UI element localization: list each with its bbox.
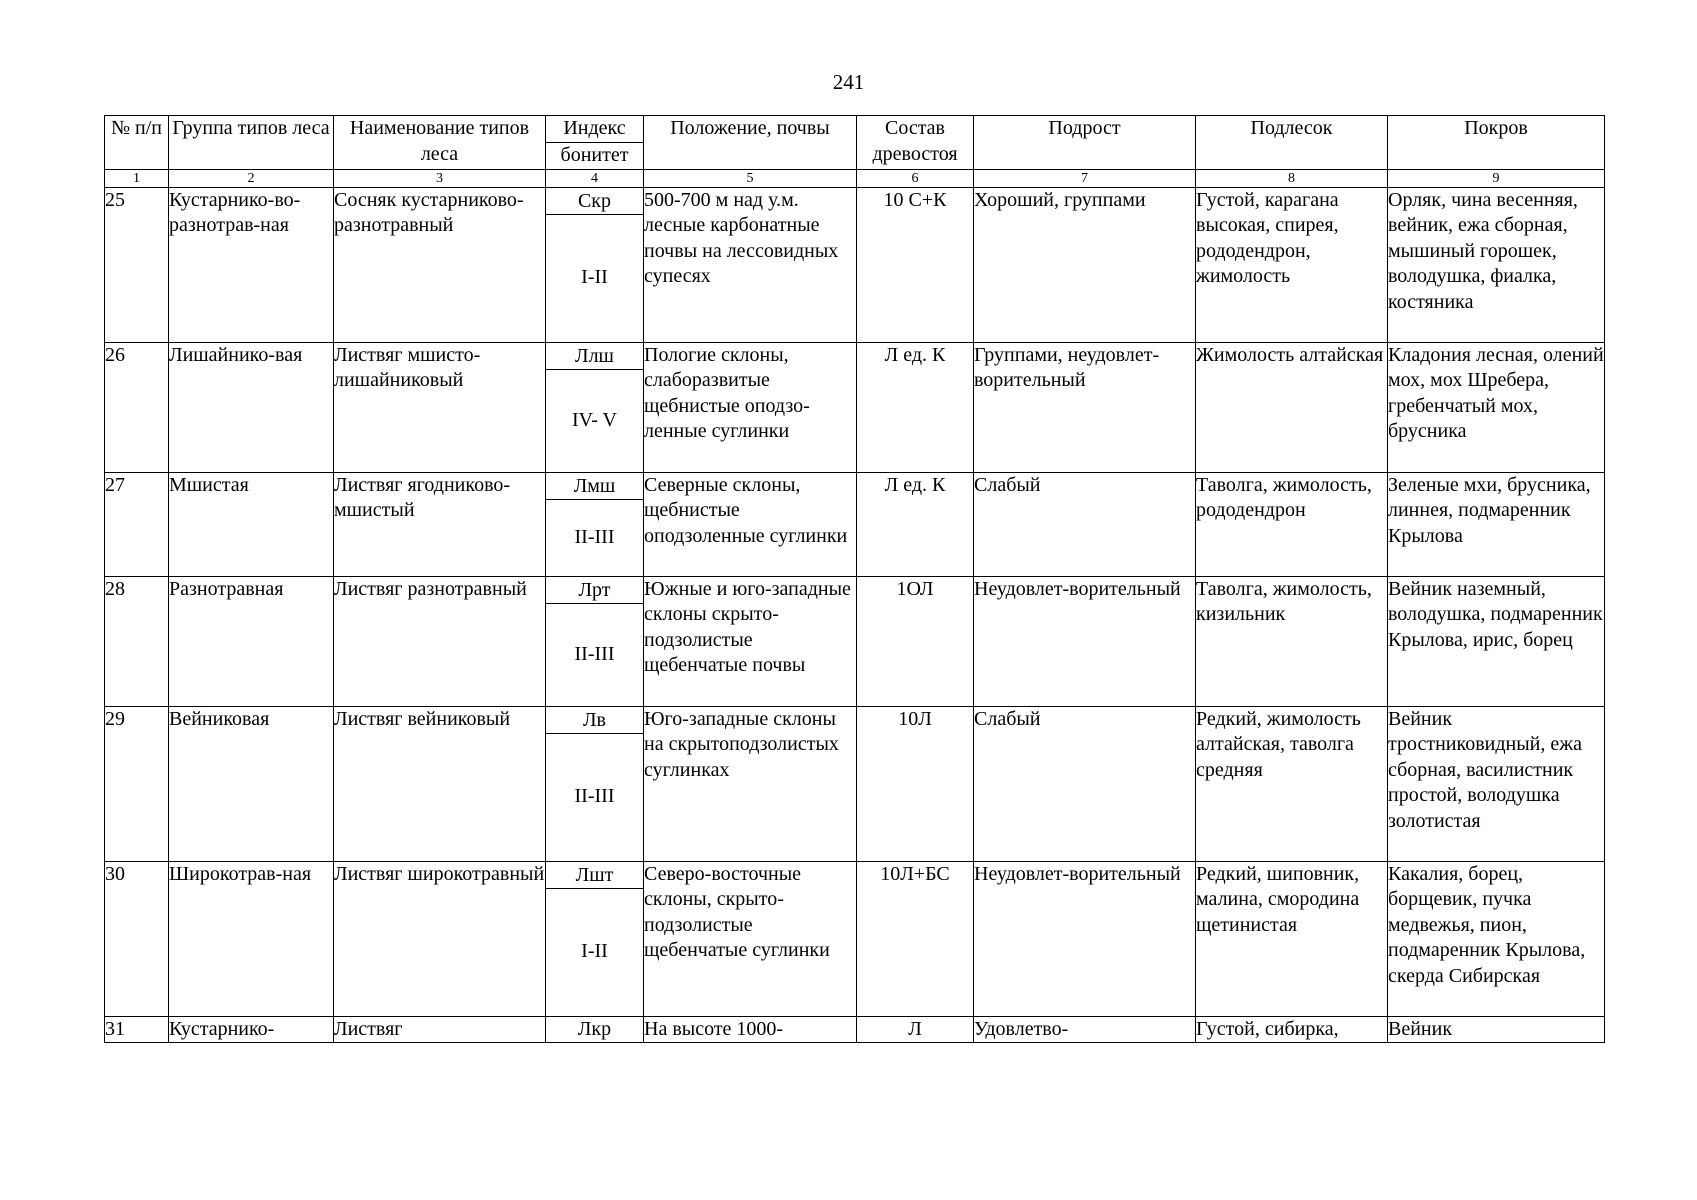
header-bonitet: бонитет xyxy=(546,143,644,170)
cell-underbrush: Таволга, жимолость, кизильник xyxy=(1196,576,1388,706)
column-number: 1 xyxy=(105,169,169,187)
cell-composition: 1ОЛ xyxy=(857,576,974,706)
cell-cover: Кладония лесная, олений мох, мох Шребера, гребенчатый мох, брусника xyxy=(1388,342,1605,472)
column-number: 7 xyxy=(974,169,1196,187)
cell-group: Кустарнико- xyxy=(169,1016,334,1043)
cell-group: Кустарнико-во-разнотрав-ная xyxy=(169,187,334,342)
cell-index: Лрт xyxy=(546,577,643,604)
cell-position: Пологие склоны, слаборазвитые щебнистые оподзо-ленные суглинки xyxy=(644,342,857,472)
cell-position: Северные склоны, щебнистые оподзоленные суглинки xyxy=(644,472,857,576)
column-number: 8 xyxy=(1196,169,1388,187)
cell-group: Вейниковая xyxy=(169,706,334,861)
cell-bonitet: I-II xyxy=(581,940,608,963)
cell-underbrush: Редкий, жимолость алтайская, таволга средняя xyxy=(1196,706,1388,861)
cell-bonitet: II-III xyxy=(574,525,615,548)
cell-position: Северо-восточные склоны, скрыто-подзолистые щебенчатые суглинки xyxy=(644,861,857,1016)
forest-types-table xyxy=(104,115,1605,1043)
header-cover: Покров xyxy=(1388,116,1605,170)
header-underbrush: Подлесок xyxy=(1196,116,1388,170)
cell-underbrush: Густой, сибирка, xyxy=(1196,1016,1388,1043)
cell-index-bonitet xyxy=(546,576,644,706)
header-composition: Состав древостоя xyxy=(857,116,974,170)
cell-undergrowth: Неудовлет-ворительный xyxy=(974,576,1196,706)
cell-group: Мшистая xyxy=(169,472,334,576)
cell-composition: Л ед. К xyxy=(857,342,974,472)
column-number: 5 xyxy=(644,169,857,187)
cell-no: 26 xyxy=(105,342,169,472)
cell-bonitet: II-III xyxy=(574,785,615,808)
table-row xyxy=(105,576,1605,706)
table-row xyxy=(105,706,1605,861)
cell-index: Ллш xyxy=(546,343,643,370)
cell-index-bonitet xyxy=(546,861,644,1016)
cell-index: Лкр xyxy=(577,1017,612,1040)
cell-index-bonitet xyxy=(546,472,644,576)
cell-undergrowth: Удовлетво- xyxy=(974,1016,1196,1043)
cell-position: 500-700 м над у.м. лесные карбонатные почвы на лессовидных супесях xyxy=(644,187,857,342)
cell-composition: Л ед. К xyxy=(857,472,974,576)
page-number: 241 xyxy=(832,70,865,94)
cell-cover: Вейник xyxy=(1388,1016,1605,1043)
cell-index: Лмш xyxy=(546,473,643,500)
cell-position: Юго-западные склоны на скрытоподзолистых суглинках xyxy=(644,706,857,861)
cell-bonitet: II-III xyxy=(574,642,615,665)
header-name: Наименование типов леса xyxy=(334,116,546,170)
cell-cover: Какалия, борец, борщевик, пучка медвежья, пион, подмаренник Крылова, скерда Сибирская xyxy=(1388,861,1605,1016)
header-index: Индекс xyxy=(546,116,644,143)
header-position: Положение, почвы xyxy=(644,116,857,170)
header-undergrowth: Подрост xyxy=(974,116,1196,170)
table-row xyxy=(105,342,1605,472)
cell-bonitet: I-II xyxy=(581,266,608,289)
cell-group: Разнотравная xyxy=(169,576,334,706)
cell-undergrowth: Слабый xyxy=(974,706,1196,861)
cell-undergrowth: Слабый xyxy=(974,472,1196,576)
column-number: 3 xyxy=(334,169,546,187)
cell-no: 29 xyxy=(105,706,169,861)
cell-position: Южные и юго-западные склоны скрыто-подзолистые щебенчатые почвы xyxy=(644,576,857,706)
cell-no: 31 xyxy=(105,1016,169,1043)
cell-underbrush: Редкий, шиповник, малина, смородина щетинистая xyxy=(1196,861,1388,1016)
column-number: 9 xyxy=(1388,169,1605,187)
table-row xyxy=(105,472,1605,576)
cell-name: Листвяг разнотравный xyxy=(334,576,546,706)
cell-no: 25 xyxy=(105,187,169,342)
cell-cover: Вейник тростниковидный, ежа сборная, василистник простой, володушка золотистая xyxy=(1388,706,1605,861)
table-row xyxy=(105,187,1605,342)
cell-undergrowth: Хороший, группами xyxy=(974,187,1196,342)
cell-underbrush: Густой, карагана высокая, спирея, рододендрон, жимолость xyxy=(1196,187,1388,342)
cell-composition: Л xyxy=(857,1016,974,1043)
cell-bonitet: IV- V xyxy=(571,408,617,431)
cell-group: Лишайнико-вая xyxy=(169,342,334,472)
cell-name: Сосняк кустарниково-разнотравный xyxy=(334,187,546,342)
cell-underbrush: Жимолость алтайская xyxy=(1196,342,1388,472)
header-group: Группа типов леса xyxy=(169,116,334,170)
cell-composition: 10 С+К xyxy=(857,187,974,342)
table-body xyxy=(105,187,1605,1043)
table-row xyxy=(105,861,1605,1016)
cell-index: Лв xyxy=(546,707,643,734)
header-no: № п/п xyxy=(105,116,169,170)
cell-composition: 10Л xyxy=(857,706,974,861)
cell-name: Листвяг широкотравный xyxy=(334,861,546,1016)
cell-name: Листвяг мшисто-лишайниковый xyxy=(334,342,546,472)
cell-cover: Вейник наземный, володушка, подмаренник Крылова, ирис, борец xyxy=(1388,576,1605,706)
cell-underbrush: Таволга, жимолость, рододендрон xyxy=(1196,472,1388,576)
table-row xyxy=(105,1016,1605,1043)
cell-cover: Зеленые мхи, брусника, линнея, подмаренник Крылова xyxy=(1388,472,1605,576)
column-number: 4 xyxy=(546,169,644,187)
cell-no: 27 xyxy=(105,472,169,576)
cell-index: Скр xyxy=(546,188,643,215)
column-number: 6 xyxy=(857,169,974,187)
column-numbers-row xyxy=(105,169,1605,187)
cell-name: Листвяг ягодниково-мшистый xyxy=(334,472,546,576)
column-number: 2 xyxy=(169,169,334,187)
cell-undergrowth: Неудовлет-ворительный xyxy=(974,861,1196,1016)
cell-index-bonitet xyxy=(546,187,644,342)
cell-index-bonitet xyxy=(546,1016,644,1043)
cell-group: Широкотрав-ная xyxy=(169,861,334,1016)
cell-index-bonitet xyxy=(546,706,644,861)
cell-no: 28 xyxy=(105,576,169,706)
cell-name: Листвяг xyxy=(334,1016,546,1043)
cell-name: Листвяг вейниковый xyxy=(334,706,546,861)
cell-cover: Орляк, чина весенняя, вейник, ежа сборная, мышиный горошек, володушка, фиалка, костяника xyxy=(1388,187,1605,342)
cell-composition: 10Л+БС xyxy=(857,861,974,1016)
cell-index-bonitet xyxy=(546,342,644,472)
cell-index: Лшт xyxy=(546,862,643,889)
cell-position: На высоте 1000- xyxy=(644,1016,857,1043)
cell-no: 30 xyxy=(105,861,169,1016)
cell-undergrowth: Группами, неудовлет-ворительный xyxy=(974,342,1196,472)
